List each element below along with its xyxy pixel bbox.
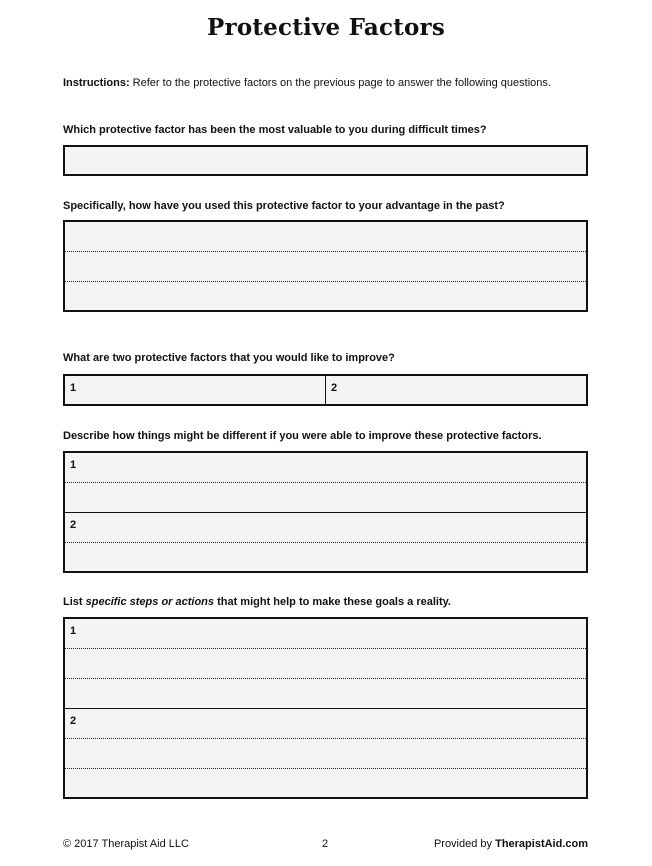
answer-line[interactable] [65,483,586,513]
page-title: Protective Factors [207,14,445,41]
answer-box-5 [63,617,588,799]
item-number: 2 [70,715,77,727]
answer-line[interactable] [65,513,586,543]
footer-copyright: © 2017 Therapist Aid LLC [63,838,189,850]
answer-line[interactable] [65,252,586,282]
answer-cell-2[interactable] [325,376,586,404]
answer-box-2[interactable] [63,220,588,312]
answer-line[interactable] [65,679,586,709]
item-number: 2 [331,382,338,394]
item-number: 1 [70,625,77,637]
answer-line[interactable] [65,222,586,252]
question-2: Specifically, how have you used this protective factor to your advantage in the past? [63,200,505,212]
answer-box-3 [63,374,588,406]
instructions-label: Instructions: [63,77,130,89]
instructions [63,77,551,89]
question-4: Describe how things might be different if you were able to improve these protective factors. [63,430,542,442]
footer-provided-by: Provided by TherapistAid.com [433,838,588,850]
item-number: 2 [70,519,77,531]
answer-line[interactable] [65,649,586,679]
answer-line[interactable] [65,709,586,739]
footer-page-number: 2 [322,838,329,850]
item-number: 1 [70,459,77,471]
answer-line[interactable] [65,769,586,797]
answer-line[interactable] [65,543,586,571]
question-3: What are two protective factors that you would like to improve? [63,352,395,364]
question-5: List specific steps or actions that might help to make these goals a reality. [63,596,451,608]
emphasis-text: specific steps or actions [85,596,215,608]
footer-brand: TherapistAid.com [495,838,588,850]
question-1: Which protective factor has been the most valuable to you during difficult times? [63,124,487,136]
answer-line[interactable] [65,282,586,310]
answer-line[interactable] [65,739,586,769]
answer-box-4 [63,451,588,573]
answer-line[interactable] [65,453,586,483]
answer-line[interactable] [65,619,586,649]
instructions-text: Refer to the protective factors on the previous page to answer the following questions. [129,77,551,89]
item-number: 1 [70,382,77,394]
answer-box-1[interactable] [63,145,588,176]
answer-cell-1[interactable] [65,376,325,404]
